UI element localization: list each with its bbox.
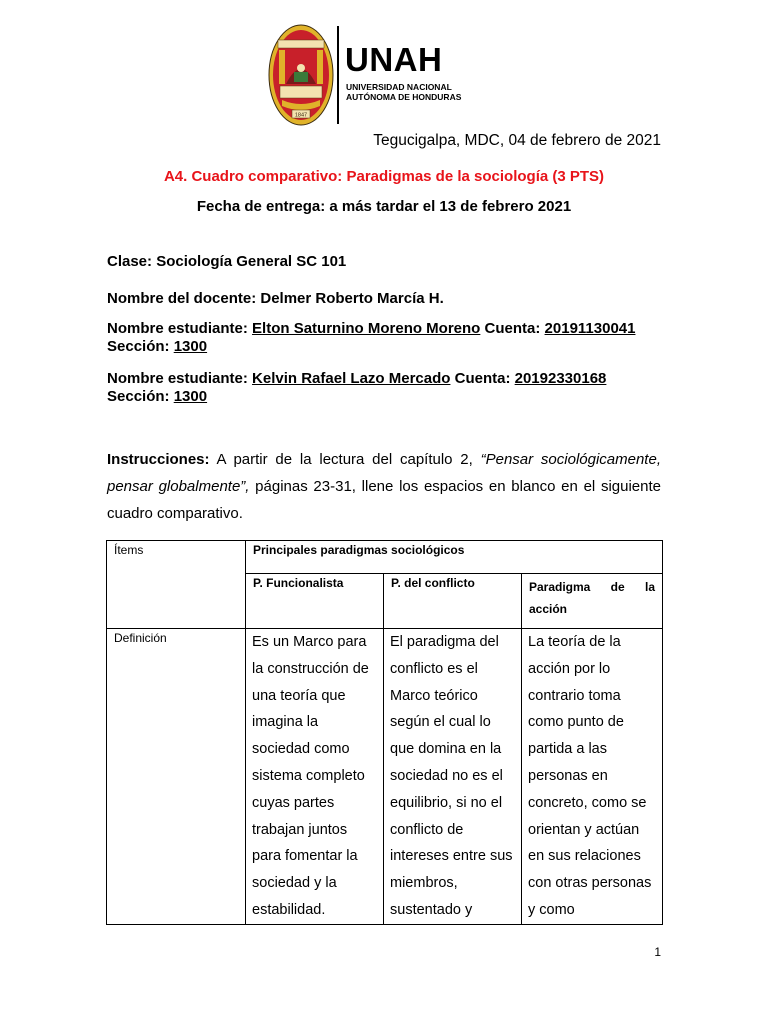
action-definition: La teoría de la acción por lo contrario toma como punto de partida a las personas en concreto, como se orientan y actúan en sus relaciones con otras personas y como — [522, 629, 663, 925]
section-label: Sección: — [107, 388, 170, 405]
student-name-label: Nombre estudiante: — [107, 320, 248, 337]
account-number: 20192330168 — [514, 370, 607, 387]
brand-name: UNAH — [345, 41, 443, 78]
account-number: 20191130041 — [544, 320, 636, 337]
paradigms-group-header: Principales paradigmas sociológicos — [246, 541, 663, 574]
section-label: Sección: — [107, 338, 170, 355]
definition-label: Definición — [107, 629, 246, 925]
table-row — [107, 629, 663, 925]
instructions-text-1: A partir de la lectura del capítulo 2, — [209, 451, 481, 468]
student-2-block — [107, 370, 606, 406]
student-1-block — [107, 320, 635, 356]
instructions-paragraph — [107, 446, 661, 527]
student-name: Kelvin Rafael Lazo Mercado — [252, 370, 451, 387]
student-name-label: Nombre estudiante: — [107, 370, 248, 387]
account-label: Cuenta: — [454, 370, 511, 387]
section-number: 1300 — [173, 388, 208, 405]
items-header: Ítems — [107, 541, 246, 629]
unah-university-seal-icon — [268, 24, 334, 126]
brand-subtitle-line2: AUTÓNOMA DE HONDURAS — [346, 92, 462, 102]
unah-logo — [268, 24, 334, 126]
book-chapter-title: “Pensar sociológicamente, pensar globalmente”, — [107, 451, 661, 495]
conflict-definition: El paradigma del conflicto es el Marco teórico según el cual lo que domina en la sociedad no es el equilibrio, si no el conflicto de intereses entre sus miembros, sustentado y — [384, 629, 522, 925]
functionalist-definition: Es un Marco para la construcción de una teoría que imagina la sociedad como sistema completo cuyas partes trabajan juntos para fomentar la sociedad y la estabilidad. — [246, 629, 384, 925]
student-name: Elton Saturnino Moreno Moreno — [252, 320, 481, 337]
teacher-value: Delmer Roberto Marcía H. — [260, 290, 444, 307]
brand-subtitle-line1: UNIVERSIDAD NACIONAL — [346, 82, 452, 92]
teacher-label: Nombre del docente: — [107, 290, 257, 307]
instructions-label: Instrucciones: — [107, 451, 210, 468]
section-number: 1300 — [173, 338, 208, 355]
class-value: Sociología General SC 101 — [156, 253, 347, 270]
teacher-field — [107, 290, 444, 308]
table-header-row — [107, 541, 663, 574]
assignment-title: A4. Cuadro comparativo: Paradigmas de la sociología (3 PTS) — [163, 168, 605, 185]
account-label: Cuenta: — [484, 320, 541, 337]
logo-divider — [337, 26, 339, 124]
comparison-table — [106, 540, 663, 925]
svg-text:1847: 1847 — [294, 112, 308, 119]
page-number: 1 — [654, 945, 661, 959]
conflict-header: P. del conflicto — [384, 574, 522, 629]
class-label: Clase: — [107, 253, 153, 270]
due-date: Fecha de entrega: a más tardar el 13 de febrero 2021 — [196, 198, 572, 215]
instructions-text-2: páginas 23-31, llene los espacios en blanco en el siguiente cuadro comparativo. — [107, 478, 662, 522]
class-field — [107, 253, 346, 271]
action-paradigm-header — [522, 574, 663, 629]
functionalist-header: P. Funcionalista — [246, 574, 384, 629]
place-date: Tegucigalpa, MDC, 04 de febrero de 2021 — [373, 132, 661, 149]
action-paradigm-label: Paradigma de la acción — [529, 580, 655, 616]
